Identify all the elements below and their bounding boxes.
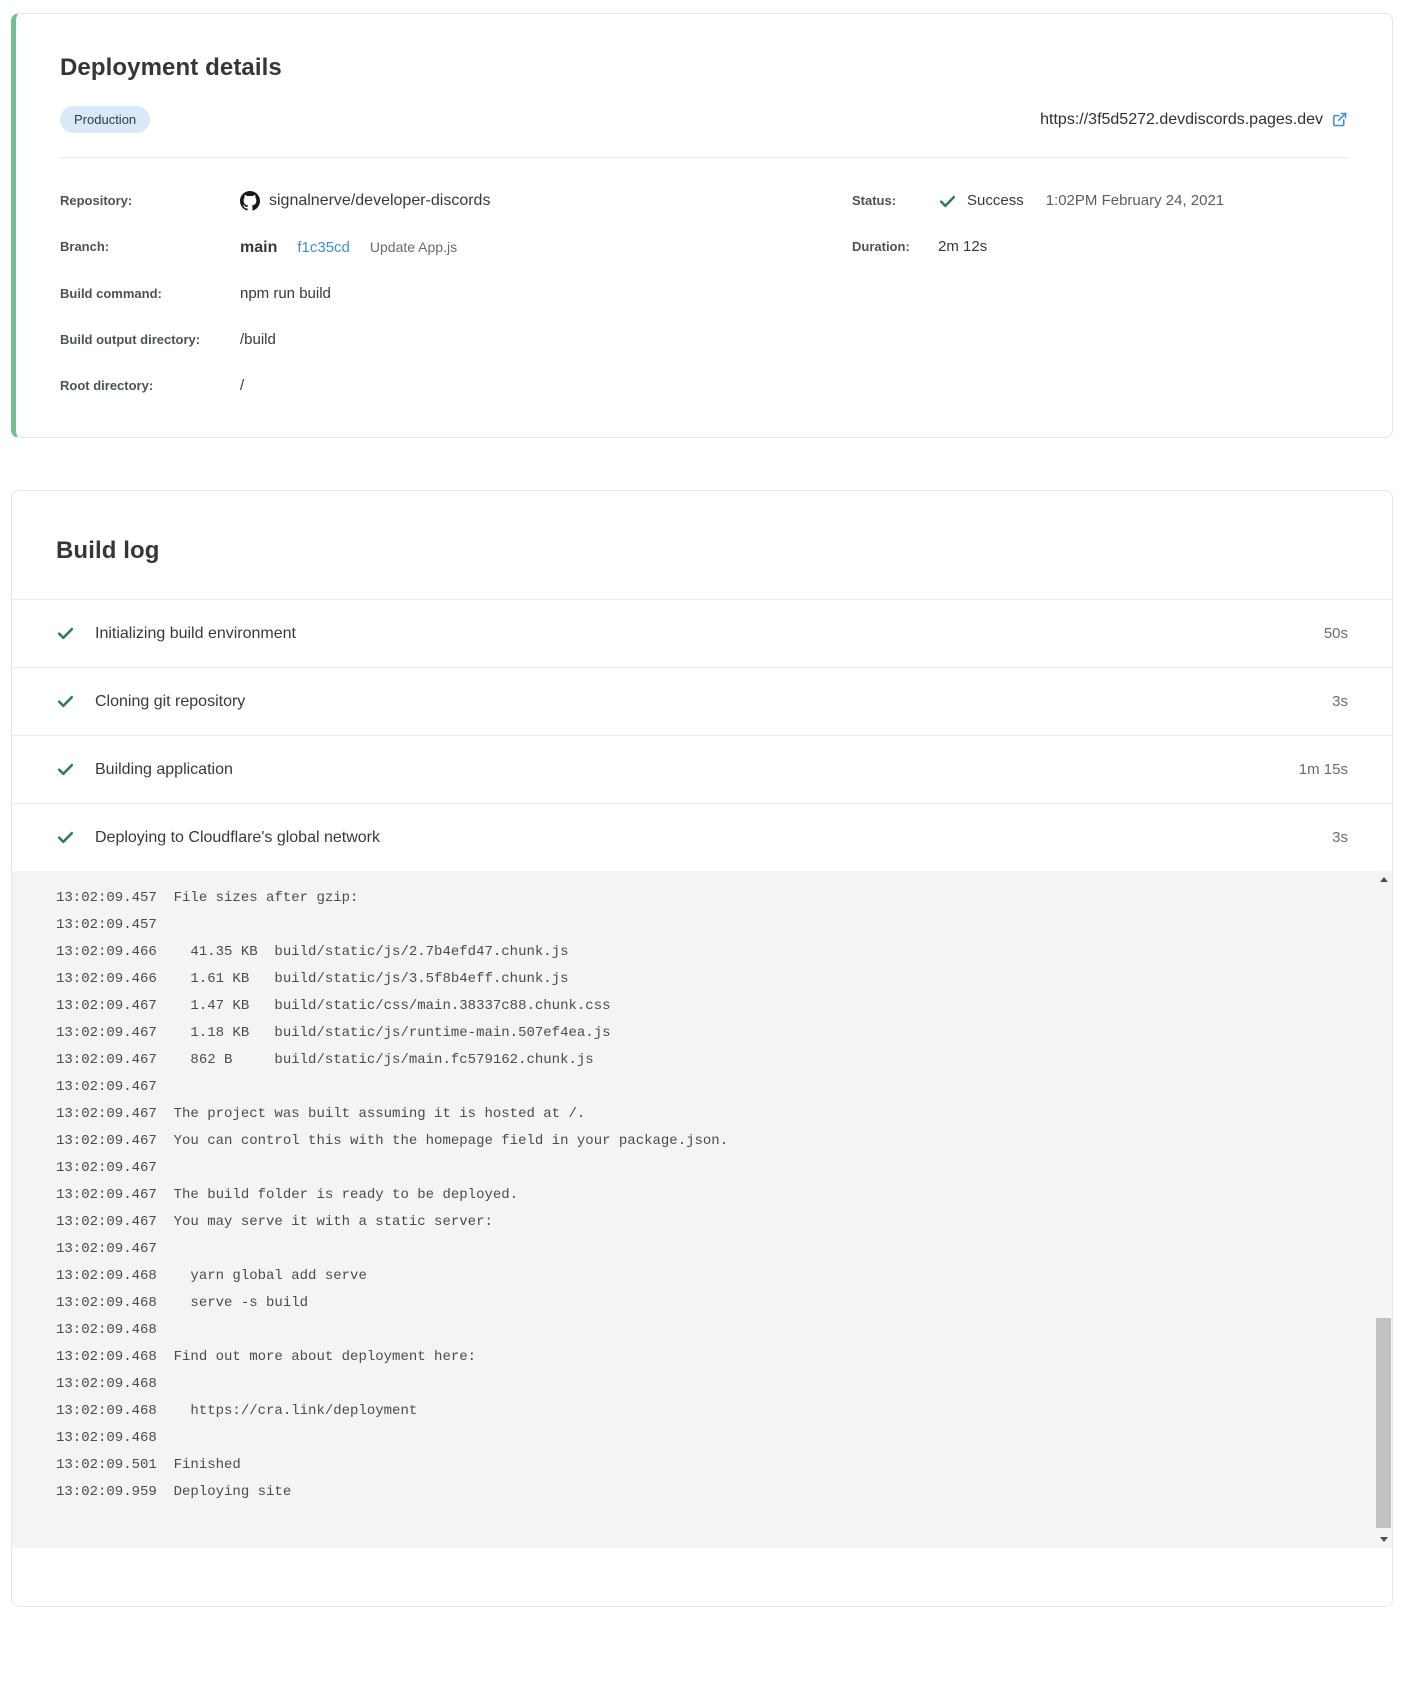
log-line: 13:02:09.467 You may serve it with a static server: bbox=[56, 1214, 493, 1230]
log-line: 13:02:09.468 Find out more about deployment here: bbox=[56, 1349, 477, 1365]
log-scrollbar[interactable] bbox=[1375, 871, 1392, 1548]
log-line: 13:02:09.467 bbox=[56, 1160, 157, 1176]
build-step-left bbox=[56, 624, 296, 643]
header-divider bbox=[60, 157, 1348, 158]
log-line: 13:02:09.468 bbox=[56, 1376, 157, 1392]
build-step-duration: 3s bbox=[1332, 829, 1348, 846]
branch-value bbox=[240, 236, 457, 259]
status-row bbox=[852, 190, 1348, 212]
deployment-details-grid bbox=[60, 190, 1348, 397]
build-step-row[interactable] bbox=[12, 803, 1392, 871]
build-step-label: Deploying to Cloudflare's global network bbox=[95, 828, 380, 846]
root-directory-row bbox=[60, 375, 852, 397]
log-line: 13:02:09.959 Deploying site bbox=[56, 1484, 292, 1500]
root-directory-label: Root directory: bbox=[60, 378, 154, 393]
log-line: 13:02:09.501 Finished bbox=[56, 1457, 241, 1473]
build-log-footer-spacer bbox=[12, 1548, 1392, 1606]
triangle-down-icon bbox=[1380, 1537, 1388, 1542]
deployment-details-card bbox=[11, 13, 1393, 438]
check-icon bbox=[56, 828, 75, 847]
build-step-row[interactable] bbox=[12, 735, 1392, 803]
check-icon bbox=[56, 692, 75, 711]
log-line: 13:02:09.468 yarn global add serve bbox=[56, 1268, 367, 1284]
deployment-details-title: Deployment details bbox=[60, 54, 282, 81]
duration-label: Duration: bbox=[852, 239, 910, 254]
build-step-duration: 1m 15s bbox=[1298, 761, 1348, 778]
status-text: Success bbox=[967, 192, 1024, 209]
log-line: 13:02:09.467 bbox=[56, 1079, 157, 1095]
build-output-directory-label: Build output directory: bbox=[60, 332, 201, 347]
branch-label: Branch: bbox=[60, 239, 110, 254]
status-value bbox=[938, 190, 1224, 212]
log-line: 13:02:09.468 serve -s build bbox=[56, 1295, 309, 1311]
scrollbar-down-button[interactable] bbox=[1375, 1531, 1392, 1548]
log-line: 13:02:09.468 bbox=[56, 1430, 157, 1446]
log-line: 13:02:09.467 862 B build/static/js/main.fc579162.chunk.js bbox=[56, 1052, 594, 1068]
repository-label: Repository: bbox=[60, 193, 133, 208]
build-step-row[interactable] bbox=[12, 599, 1392, 667]
build-log-title: Build log bbox=[56, 537, 160, 564]
log-line: 13:02:09.467 The project was built assuming it is hosted at /. bbox=[56, 1106, 586, 1122]
duration-value: 2m 12s bbox=[938, 238, 988, 255]
build-command-label: Build command: bbox=[60, 286, 162, 301]
check-icon bbox=[56, 760, 75, 779]
commit-hash-link[interactable]: f1c35cd bbox=[297, 239, 350, 256]
log-line: 13:02:09.457 File sizes after gzip: bbox=[56, 890, 359, 906]
triangle-up-icon bbox=[1380, 877, 1388, 882]
deployment-url-link[interactable] bbox=[1040, 111, 1348, 129]
root-directory-value: / bbox=[240, 377, 245, 394]
deployment-details-right-column bbox=[852, 190, 1348, 397]
build-step-label: Building application bbox=[95, 760, 233, 778]
environment-badge: Production bbox=[60, 106, 150, 133]
status-timestamp: 1:02PM February 24, 2021 bbox=[1045, 192, 1225, 209]
log-line: 13:02:09.467 The build folder is ready to be deployed. bbox=[56, 1187, 519, 1203]
deployment-header-row bbox=[60, 106, 1348, 133]
repository-name: signalnerve/developer-discords bbox=[269, 192, 491, 209]
log-line: 13:02:09.467 You can control this with the homepage field in your package.json. bbox=[56, 1133, 729, 1149]
build-log-header bbox=[12, 491, 1392, 599]
commit-message: Update App.js bbox=[369, 239, 458, 255]
scrollbar-up-button[interactable] bbox=[1375, 871, 1392, 888]
status-label: Status: bbox=[852, 193, 897, 208]
check-icon bbox=[938, 192, 967, 211]
log-line: 13:02:09.467 1.18 KB build/static/js/runtime-main.507ef4ea.js bbox=[56, 1025, 611, 1041]
build-log-output bbox=[12, 871, 1392, 1548]
build-step-left bbox=[56, 828, 380, 847]
build-log-card bbox=[11, 490, 1393, 1607]
build-step-label: Initializing build environment bbox=[95, 624, 296, 642]
build-command-value: npm run build bbox=[240, 285, 331, 302]
branch-name: main bbox=[240, 239, 278, 256]
log-line: 13:02:09.466 1.61 KB build/static/js/3.5f8b4eff.chunk.js bbox=[56, 971, 569, 987]
repository-row bbox=[60, 190, 852, 212]
build-command-row bbox=[60, 283, 852, 305]
deployment-url[interactable]: https://3f5d5272.devdiscords.pages.dev bbox=[1040, 110, 1323, 128]
build-step-row[interactable] bbox=[12, 667, 1392, 735]
build-step-left bbox=[56, 760, 233, 779]
repository-value bbox=[240, 190, 490, 212]
build-output-directory-value: /build bbox=[240, 331, 276, 348]
scrollbar-thumb[interactable] bbox=[1376, 1318, 1391, 1528]
build-step-label: Cloning git repository bbox=[95, 692, 246, 710]
deployment-details-left-column bbox=[60, 190, 852, 397]
log-line: 13:02:09.468 bbox=[56, 1322, 157, 1338]
duration-row bbox=[852, 236, 1348, 258]
build-step-duration: 3s bbox=[1332, 693, 1348, 710]
github-icon bbox=[240, 191, 260, 211]
external-link-icon[interactable] bbox=[1331, 111, 1348, 128]
check-icon bbox=[56, 624, 75, 643]
log-line: 13:02:09.468 https://cra.link/deployment bbox=[56, 1403, 418, 1419]
log-line: 13:02:09.466 41.35 KB build/static/js/2.7b4efd47.chunk.js bbox=[56, 944, 569, 960]
build-output-directory-row bbox=[60, 329, 852, 351]
log-line: 13:02:09.467 1.47 KB build/static/css/main.38337c88.chunk.css bbox=[56, 998, 611, 1014]
log-line: 13:02:09.467 bbox=[56, 1241, 157, 1257]
log-line: 13:02:09.457 bbox=[56, 917, 157, 933]
build-step-duration: 50s bbox=[1323, 625, 1348, 642]
branch-row bbox=[60, 236, 852, 259]
log-lines bbox=[56, 885, 1312, 1506]
build-steps-list bbox=[12, 599, 1392, 871]
build-step-left bbox=[56, 692, 245, 711]
